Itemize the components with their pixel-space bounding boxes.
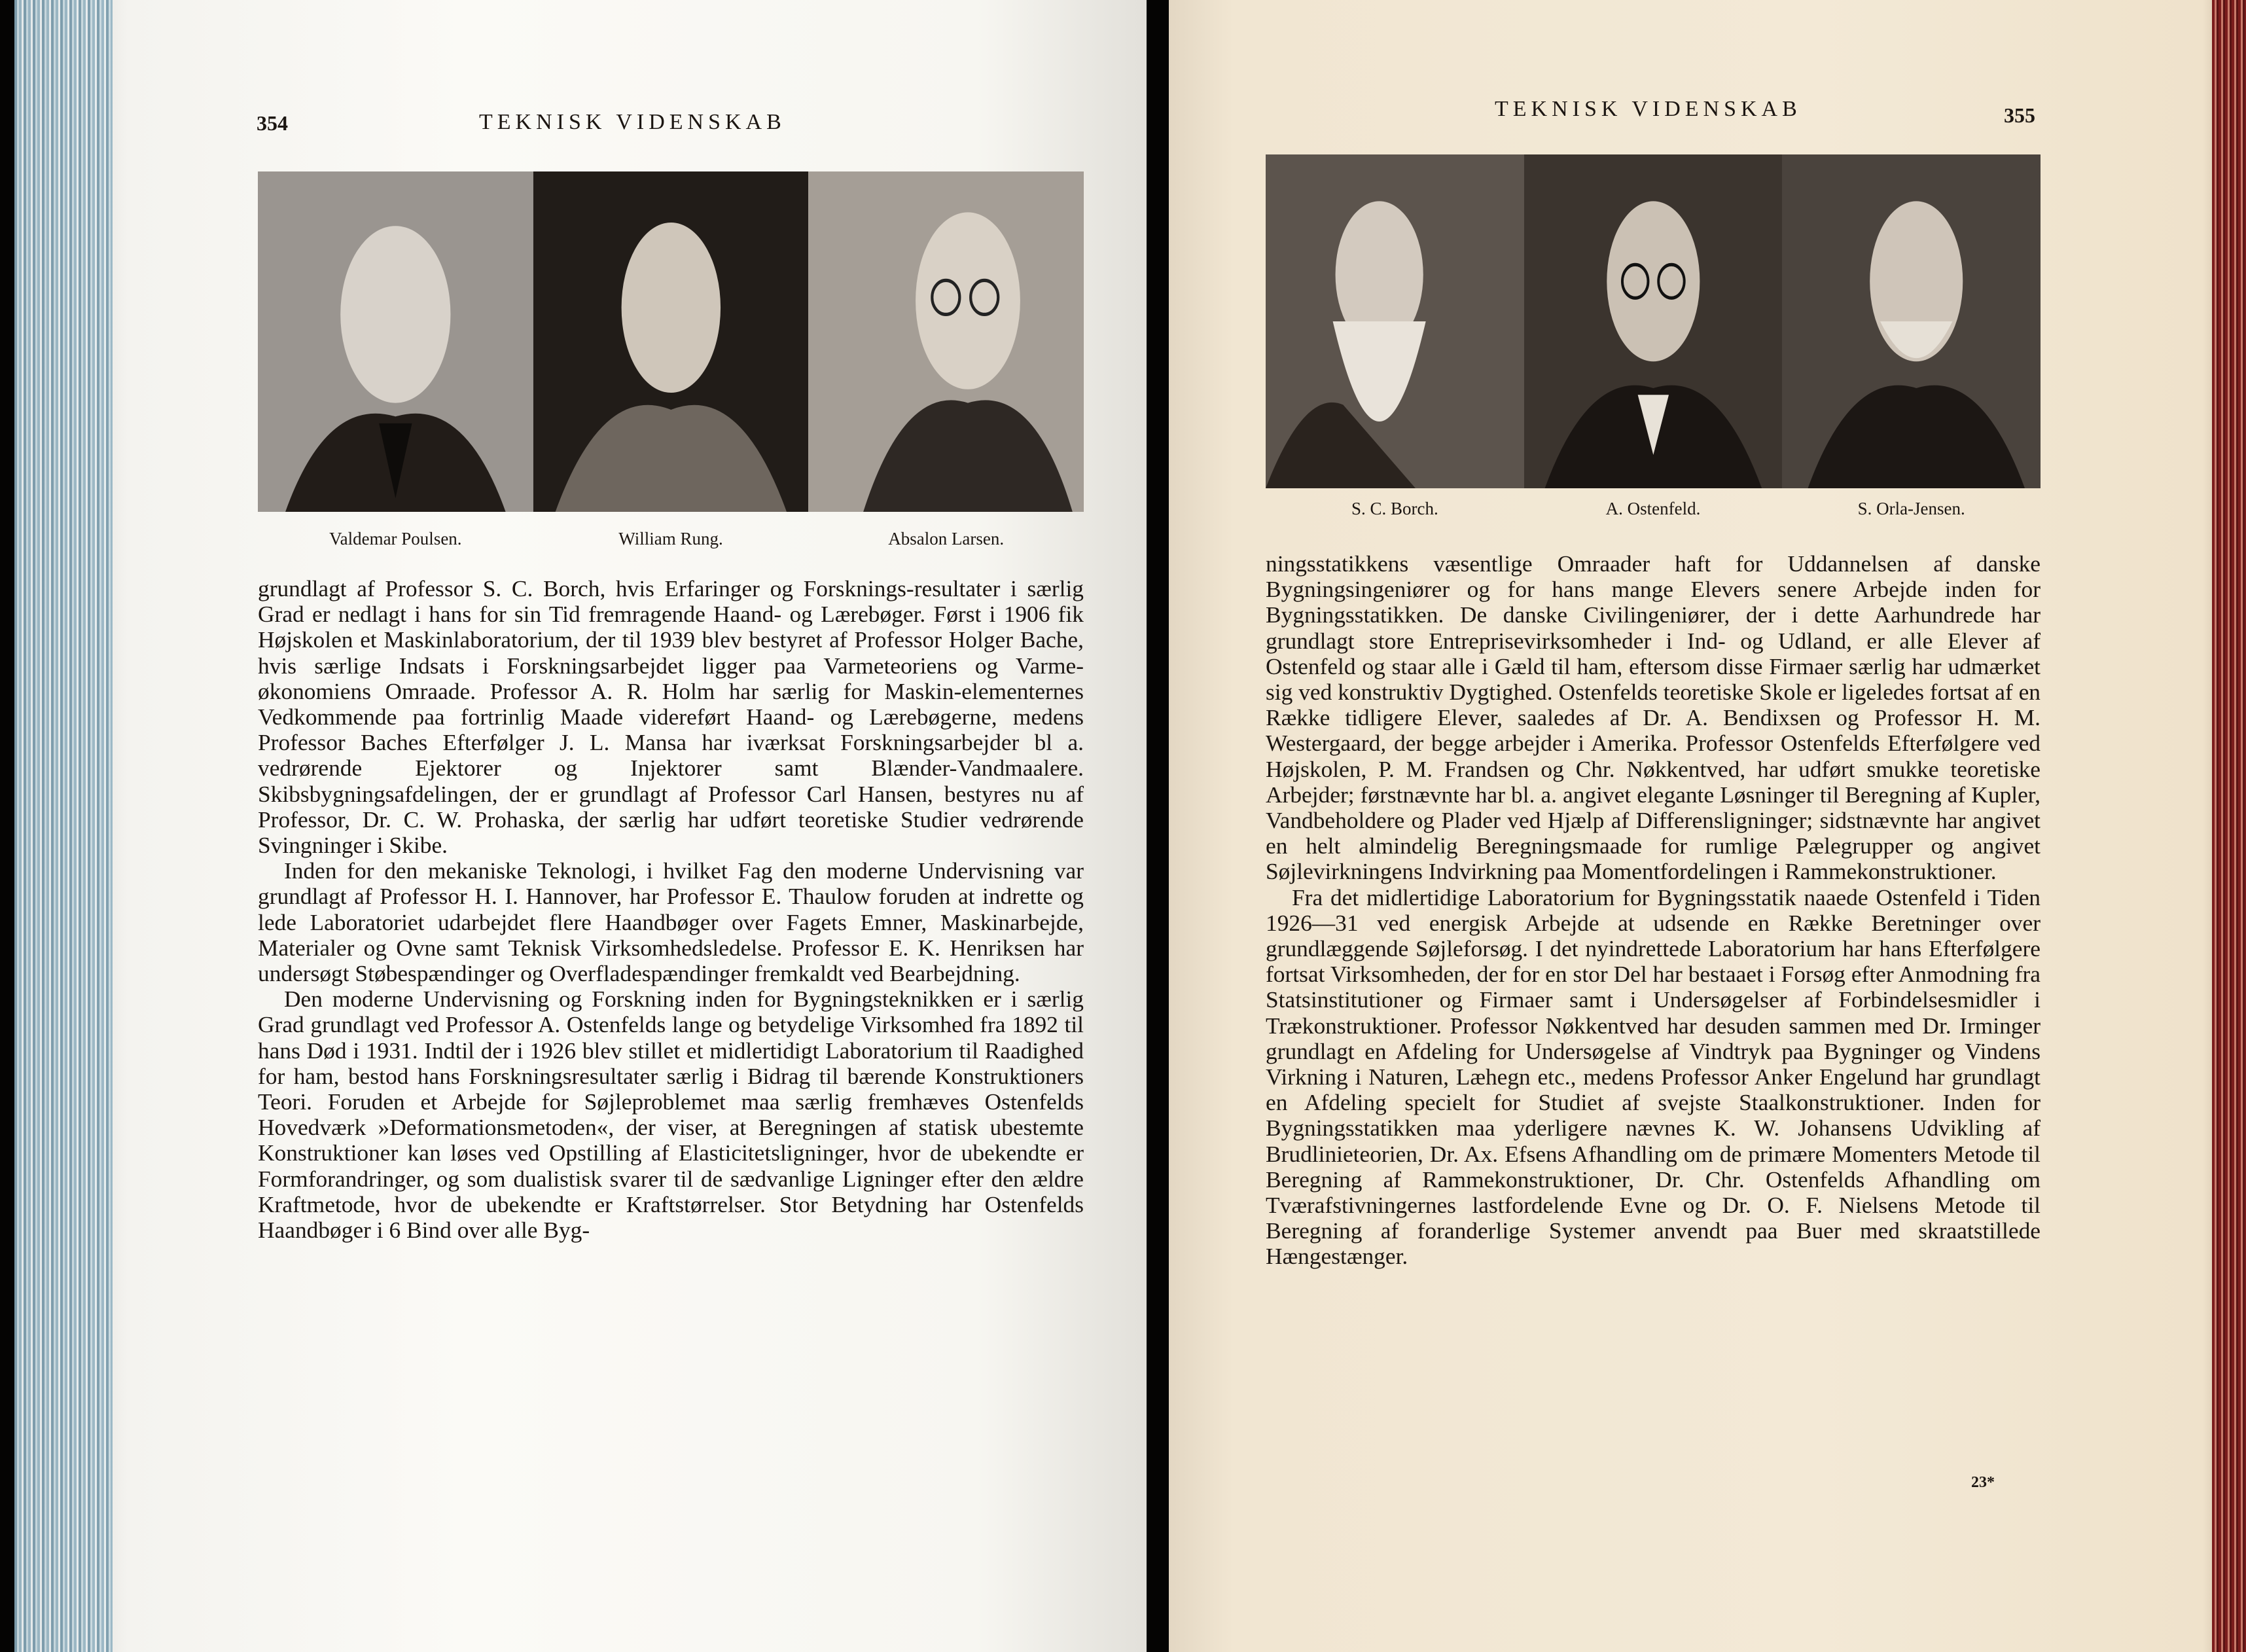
paragraph: Den moderne Undervisning og Forskning inden for Bygningsteknikken er i særlig Grad grundlagt ved Professor A. Ostenfelds lange og betydelige Virksomhed fra 1892 til hans Død i 1931. Indtil der i 1926 blev stillet et midlertidigt Laboratorium til Raadighed for ham, bestod hans Forskningsresultater særlig i Bidrag til bærende Konstruktioners Teori. Foruden et Arbejde for Søjleproblemet maa særlig fremhæves Ostenfelds Hovedværk »Deformationsmetoden«, der viser, at Beregningen af statisk ubestemte Konstruktioner kan løses ved Opstilling af Elasticitetsligninger, hvor de ubekendte er Formforandringer, og som dualistisk svarer til de sædvanlige Ligninger efter den ældre Kraftmetode, hvor de ubekendte er Kraftstørrelser. Stor Betydning har Ostenfelds Haandbøger i 6 Bind over alle Byg- [258, 986, 1084, 1244]
portrait-photo [258, 171, 533, 512]
portrait-photo [533, 171, 809, 512]
page-number: 355 [2004, 103, 2035, 127]
portrait-photo [1782, 154, 2041, 488]
paragraph: Fra det midlertidige Laboratorium for Bygningsstatik naaede Ostenfeld i Tiden 1926—31 ved energisk Arbejde at udsende en Række Beretninger over grundlæggende Søjleforsøg. I det nyindrettede Laboratorium har hans Efterfølgere fortsat Virksomheden, der for en stor Del har bestaaet i Forsøg efter Anmodning fra Statsinstitutioner og Firmaer samt i Undersøgelser af Forbindelsesmidler i Trækonstruktioner. Professor Nøkkentved har desuden sammen med Dr. Irminger grundlagt en Afdeling for Undersøgelse af Vindtryk paa Bygninger og Vindens Virkning i Naturen, Læhegn etc., medens Professor Anker Engelund har grundlagt en Afdeling specielt for Studiet af svejste Staalkonstruktioner. Inden for Bygningsstatikken maa yderligere nævnes K. W. Johansens Udvikling af Brudlinieteorien, Dr. Ax. Efsens Afhandling om de primære Momenters Metode til Beregning af Rammekonstruktioner, Dr. Chr. Ostenfelds Afhandling om Tværafstivningernes lastfordelende Evne og Dr. O. F. Nielsens Metode til Beregning af foranderlige Systemer anvendt paa Buer med skraatstillede Hængestænger. [1266, 884, 2041, 1270]
portrait-caption: S. C. Borch. [1351, 499, 1438, 518]
page-number: 354 [257, 111, 288, 135]
body-text [258, 576, 1084, 1243]
portrait-plate [258, 171, 1084, 512]
portrait-caption: A. Ostenfeld. [1605, 499, 1701, 518]
portrait-caption: William Rung. [618, 529, 723, 548]
paragraph: Inden for den mekaniske Teknologi, i hvilket Fag den moderne Undervisning var grundlagt af Professor H. I. Hannover, har Professor E. Thaulow foruden at indrette og lede Laboratoriet udarbejdet flere Haandbøger over Fagets Emner, Maskinarbejde, Materialer og Ovne samt Teknisk Virksomhedsledelse. Professor E. K. Henriksen har undersøgt Støbespændinger og Overfladespændinger fremkaldt ved Bearbejdning. [258, 857, 1084, 987]
body-text [1266, 551, 2041, 1270]
signature-mark: 23* [1971, 1474, 1995, 1491]
portrait-photo [808, 171, 1084, 512]
portrait-captions [258, 529, 1084, 549]
paragraph: ningsstatikkens væsentlige Omraader haft for Uddannelsen af danske Bygningsingeniører og for hans mange Elevers senere Arbejde inden for Bygningsstatikken. De danske Civilingeniører, der i dette Aarhundrede har grundlagt store Entreprisevirksomheder i Ind- og Udland, er alle Elever af Ostenfeld og staar alle i Gæld til ham, eftersom disse Firmaer særlig har udmærket sig ved konstruktiv Dygtighed. Ostenfelds teoretiske Skole er ligeledes fortsat af en Række tidligere Elever, saaledes af Dr. A. Bendixsen og Professor H. M. Westergaard, der begge arbejder i Amerika. Professor Ostenfelds Efterfølgere ved Højskolen, P. M. Frandsen og Chr. Nøkkentved, har udført smukke teoretiske Arbejder; førstnævnte har bl. a. angivet elegante Løsninger til Beregning af Kupler, Vandbeholdere og Plader ved Hjælp af Differensligninger; sidstnævnte har angivet en helt almindelig Beregningsmaade for rumlige Pælegrupper og angivet Søjlevirkningens Indvirkning paa Momentfordelingen i Rammekonstruktioner. [1266, 550, 2041, 885]
portrait-plate [1266, 154, 2041, 488]
portrait-photo [1524, 154, 1783, 488]
portrait-caption: S. Orla-Jensen. [1857, 499, 1965, 518]
paragraph: grundlagt af Professor S. C. Borch, hvis Erfaringer og Forsknings-resultater i særlig Grad er nedlagt i hans for sin Tid fremragende Haand- og Lærebøger. Først i 1906 fik Højskolen et Maskinlaboratorium, der til 1939 blev bestyret af Professor Holger Bache, hvis særlige Indsats i Forskningsarbejdet ligger paa Varmeteoriens og Varme-økonomiens Omraade. Professor A. R. Holm har særlig for Maskin-elementernes Vedkommende paa fortrinlig Maade videreført Haand- og Lærebøgerne, medens Professor Baches Efterfølger J. L. Mansa har iværksat Forskningsarbejder bl a. vedrørende Ejektorer og Injektorer samt Blænder-Vandmaalere. Skibsbygningsafdelingen, der er grundlagt af Professor Carl Hansen, bestyres nu af Professor, Dr. C. W. Prohaska, der særlig har udført teoretiske Studier vedrørende Svingninger i Skibe. [258, 575, 1084, 859]
running-head: TEKNISK VIDENSKAB [1495, 97, 1802, 121]
portrait-photo [1266, 154, 1524, 488]
page-edges [14, 0, 113, 1652]
right-page [1169, 0, 2246, 1652]
portrait-captions [1266, 499, 2041, 519]
left-page [14, 0, 1147, 1652]
portrait-caption: Valdemar Poulsen. [329, 529, 462, 548]
running-head: TEKNISK VIDENSKAB [479, 110, 786, 134]
page-edges [2212, 0, 2246, 1652]
portrait-caption: Absalon Larsen. [888, 529, 1005, 548]
